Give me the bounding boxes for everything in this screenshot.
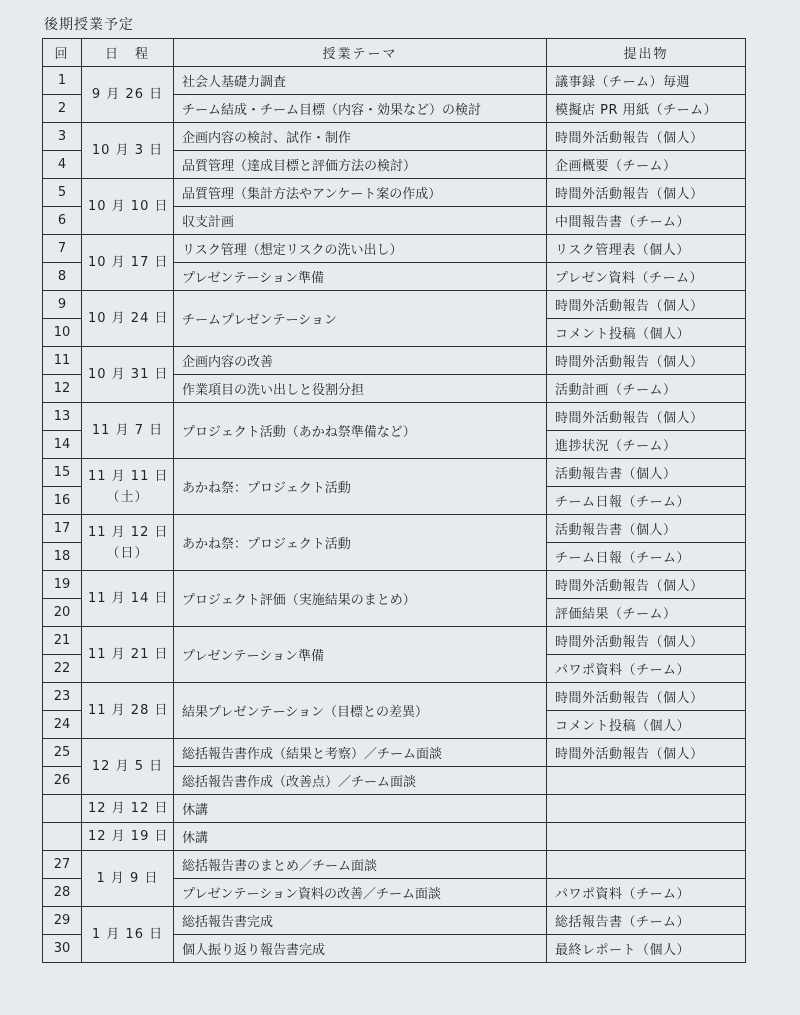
session-number: 17 xyxy=(43,515,82,543)
session-submission: プレゼン資料（チーム） xyxy=(547,263,746,291)
session-theme: 品質管理（集計方法やアンケート案の作成） xyxy=(174,179,547,207)
session-date-text: 10 月 17 日 xyxy=(88,255,169,270)
session-date-text: 1 月 16 日 xyxy=(91,927,164,942)
session-theme: 総括報告書作成（改善点）／チーム面談 xyxy=(174,767,547,795)
session-theme: チーム結成・チーム目標（内容・効果など）の検討 xyxy=(174,95,547,123)
session-date xyxy=(82,67,174,123)
session-date xyxy=(82,571,174,627)
session-date xyxy=(82,795,174,823)
header-no: 回 xyxy=(43,39,82,67)
schedule-body xyxy=(43,67,746,963)
session-number: 6 xyxy=(43,207,82,235)
session-date-text: 11 月 14 日 xyxy=(88,591,169,606)
table-row xyxy=(43,403,746,431)
session-number: 30 xyxy=(43,935,82,963)
session-submission: コメント投稿（個人） xyxy=(547,319,746,347)
session-theme: リスク管理（想定リスクの洗い出し） xyxy=(174,235,547,263)
session-number: 21 xyxy=(43,627,82,655)
session-date-text: 11 月 7 日 xyxy=(91,423,164,438)
table-row xyxy=(43,123,746,151)
table-row xyxy=(43,347,746,375)
session-date xyxy=(82,739,174,795)
table-row xyxy=(43,291,746,319)
session-date xyxy=(82,907,174,963)
session-theme: 休講 xyxy=(174,795,547,823)
session-number: 3 xyxy=(43,123,82,151)
session-date-text: 11 月 21 日 xyxy=(88,647,169,662)
session-submission xyxy=(547,795,746,823)
session-submission: 評価結果（チーム） xyxy=(547,599,746,627)
session-submission: 時間外活動報告（個人） xyxy=(547,347,746,375)
session-number: 24 xyxy=(43,711,82,739)
session-number: 16 xyxy=(43,487,82,515)
session-submission: 時間外活動報告（個人） xyxy=(547,571,746,599)
session-submission: 時間外活動報告（個人） xyxy=(547,291,746,319)
session-submission xyxy=(547,823,746,851)
session-date xyxy=(82,179,174,235)
header-row xyxy=(43,39,746,67)
session-theme: 総括報告書作成（結果と考察）／チーム面談 xyxy=(174,739,547,767)
session-number: 4 xyxy=(43,151,82,179)
session-number: 11 xyxy=(43,347,82,375)
session-submission: パワポ資料（チーム） xyxy=(547,879,746,907)
session-date xyxy=(82,851,174,907)
session-theme: プレゼンテーション準備 xyxy=(174,627,547,683)
session-date-text: 1 月 9 日 xyxy=(96,871,159,886)
session-date xyxy=(82,347,174,403)
session-theme: 企画内容の検討、試作・制作 xyxy=(174,123,547,151)
session-submission: 時間外活動報告（個人） xyxy=(547,179,746,207)
session-date-text: 11 月 11 日 xyxy=(88,468,169,484)
session-date-text: 10 月 10 日 xyxy=(88,199,169,214)
session-date xyxy=(82,123,174,179)
session-submission: 時間外活動報告（個人） xyxy=(547,403,746,431)
session-date xyxy=(82,515,174,571)
page-title: 後期授業予定 xyxy=(44,17,134,33)
session-submission: チーム日報（チーム） xyxy=(547,487,746,515)
session-theme: 企画内容の改善 xyxy=(174,347,547,375)
session-number: 20 xyxy=(43,599,82,627)
session-submission: 模擬店 PR 用紙（チーム） xyxy=(547,95,746,123)
session-theme: プロジェクト活動（あかね祭準備など） xyxy=(174,403,547,459)
session-number: 2 xyxy=(43,95,82,123)
session-submission: 議事録（チーム）毎週 xyxy=(547,67,746,95)
session-number: 10 xyxy=(43,319,82,347)
session-theme: あかね祭：プロジェクト活動 xyxy=(174,515,547,571)
session-theme: 品質管理（達成目標と評価方法の検討） xyxy=(174,151,547,179)
session-number: 28 xyxy=(43,879,82,907)
table-row xyxy=(43,515,746,543)
session-theme: 総括報告書のまとめ／チーム面談 xyxy=(174,851,547,879)
session-number: 22 xyxy=(43,655,82,683)
session-date xyxy=(82,683,174,739)
session-submission: リスク管理表（個人） xyxy=(547,235,746,263)
session-submission: コメント投稿（個人） xyxy=(547,711,746,739)
session-weekday: （土） xyxy=(106,489,149,505)
session-number: 12 xyxy=(43,375,82,403)
session-submission: チーム日報（チーム） xyxy=(547,543,746,571)
table-row xyxy=(43,627,746,655)
header-submission: 提出物 xyxy=(547,39,746,67)
session-date-text: 10 月 3 日 xyxy=(91,143,164,158)
session-date-text: 12 月 5 日 xyxy=(91,759,164,774)
session-number: 18 xyxy=(43,543,82,571)
session-number: 29 xyxy=(43,907,82,935)
table-row xyxy=(43,683,746,711)
session-number: 19 xyxy=(43,571,82,599)
session-date-text: 12 月 12 日 xyxy=(88,801,169,816)
session-date xyxy=(82,823,174,851)
session-theme: 作業項目の洗い出しと役割分担 xyxy=(174,375,547,403)
session-number: 15 xyxy=(43,459,82,487)
session-date-text: 11 月 28 日 xyxy=(88,703,169,718)
session-date xyxy=(82,291,174,347)
session-date xyxy=(82,403,174,459)
session-number: 5 xyxy=(43,179,82,207)
session-date xyxy=(82,459,174,515)
session-theme: プレゼンテーション準備 xyxy=(174,263,547,291)
table-row xyxy=(43,459,746,487)
session-submission: 企画概要（チーム） xyxy=(547,151,746,179)
session-theme: プロジェクト評価（実施結果のまとめ） xyxy=(174,571,547,627)
session-date-text: 12 月 19 日 xyxy=(88,829,169,844)
session-theme: 結果プレゼンテーション（目標との差異） xyxy=(174,683,547,739)
session-number: 25 xyxy=(43,739,82,767)
session-submission: パワポ資料（チーム） xyxy=(547,655,746,683)
table-row xyxy=(43,795,746,823)
session-number: 13 xyxy=(43,403,82,431)
session-number: 14 xyxy=(43,431,82,459)
session-number: 26 xyxy=(43,767,82,795)
session-theme: 社会人基礎力調査 xyxy=(174,67,547,95)
session-submission: 活動計画（チーム） xyxy=(547,375,746,403)
session-submission xyxy=(547,767,746,795)
session-date-text: 10 月 24 日 xyxy=(88,311,169,326)
session-number xyxy=(43,823,82,851)
session-submission: 進捗状況（チーム） xyxy=(547,431,746,459)
session-date xyxy=(82,627,174,683)
table-row xyxy=(43,739,746,767)
table-row xyxy=(43,67,746,95)
session-submission: 活動報告書（個人） xyxy=(547,459,746,487)
session-number: 27 xyxy=(43,851,82,879)
session-submission: 最終レポート（個人） xyxy=(547,935,746,963)
table-row xyxy=(43,235,746,263)
session-date-text: 10 月 31 日 xyxy=(88,367,169,382)
session-number: 1 xyxy=(43,67,82,95)
header-theme: 授業テーマ xyxy=(174,39,547,67)
session-number: 23 xyxy=(43,683,82,711)
schedule-table xyxy=(42,38,746,963)
session-submission: 時間外活動報告（個人） xyxy=(547,739,746,767)
session-submission: 中間報告書（チーム） xyxy=(547,207,746,235)
session-number: 8 xyxy=(43,263,82,291)
header-date: 日 程 xyxy=(82,39,174,67)
session-submission: 総括報告書（チーム） xyxy=(547,907,746,935)
session-theme: 総括報告書完成 xyxy=(174,907,547,935)
table-row xyxy=(43,571,746,599)
table-row xyxy=(43,179,746,207)
session-submission: 時間外活動報告（個人） xyxy=(547,123,746,151)
table-row xyxy=(43,851,746,879)
session-theme: 休講 xyxy=(174,823,547,851)
session-theme: あかね祭：プロジェクト活動 xyxy=(174,459,547,515)
session-number: 7 xyxy=(43,235,82,263)
session-submission: 時間外活動報告（個人） xyxy=(547,683,746,711)
session-number: 9 xyxy=(43,291,82,319)
session-submission: 時間外活動報告（個人） xyxy=(547,627,746,655)
table-row xyxy=(43,823,746,851)
session-number xyxy=(43,795,82,823)
session-submission: 活動報告書（個人） xyxy=(547,515,746,543)
session-date-text: 11 月 12 日 xyxy=(88,524,169,540)
session-weekday: （日） xyxy=(106,545,149,561)
session-submission xyxy=(547,851,746,879)
session-date xyxy=(82,235,174,291)
session-theme: 収支計画 xyxy=(174,207,547,235)
table-row xyxy=(43,907,746,935)
session-date-text: 9 月 26 日 xyxy=(91,87,164,102)
session-theme: チームプレゼンテーション xyxy=(174,291,547,347)
session-theme: プレゼンテーション資料の改善／チーム面談 xyxy=(174,879,547,907)
session-theme: 個人振り返り報告書完成 xyxy=(174,935,547,963)
